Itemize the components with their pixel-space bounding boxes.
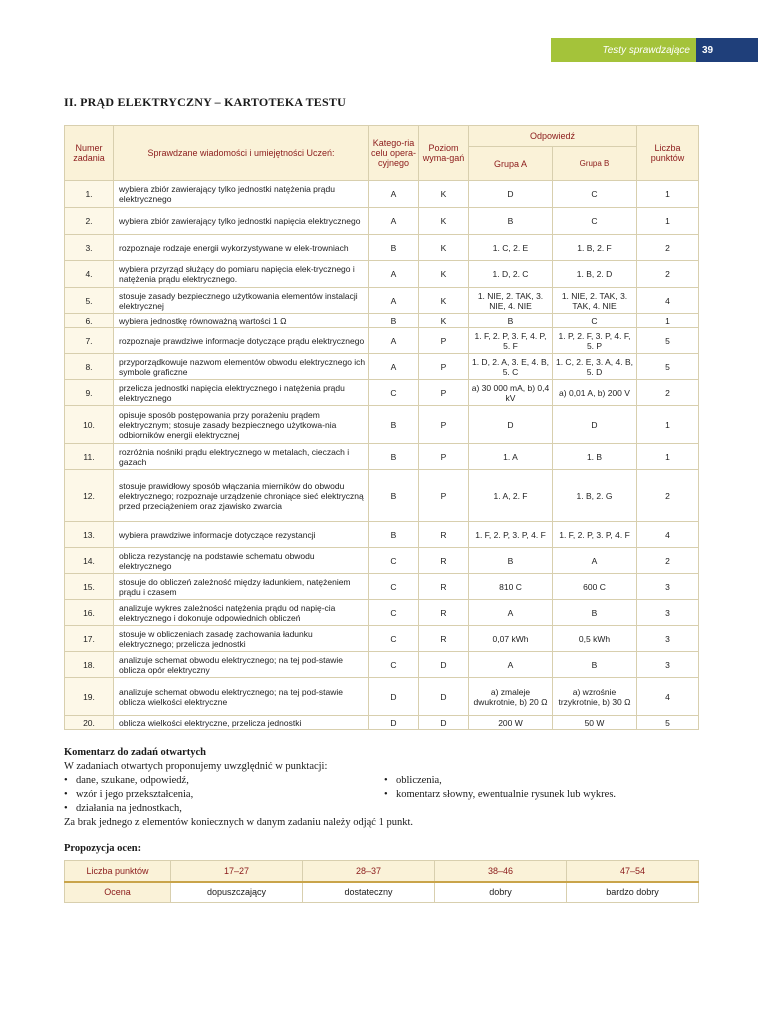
task-category: B <box>369 522 419 548</box>
answer-group-b: 1. C, 2. E, 3. A, 4. B, 5. D <box>553 354 637 380</box>
task-points: 3 <box>637 652 699 678</box>
task-level: P <box>419 444 469 470</box>
grade-mark: dopuszczający <box>171 882 303 903</box>
grades-row-label: Ocena <box>65 882 171 903</box>
task-level: K <box>419 208 469 235</box>
answer-group-b: 1. B, 2. F <box>553 235 637 261</box>
task-number: 18. <box>65 652 114 678</box>
task-points: 2 <box>637 470 699 522</box>
table-row <box>65 652 699 678</box>
task-level: P <box>419 328 469 354</box>
task-points: 1 <box>637 444 699 470</box>
header-description: Sprawdzane wiadomości i umiejętności Uczeń: <box>114 126 369 181</box>
task-number: 15. <box>65 574 114 600</box>
table-row <box>65 678 699 716</box>
task-points: 1 <box>637 181 699 208</box>
answer-group-b: 1. P, 2. F, 3. P, 4. F, 5. P <box>553 328 637 354</box>
task-number: 3. <box>65 235 114 261</box>
task-level: K <box>419 261 469 288</box>
task-description: wybiera zbiór zawierający tylko jednostki natężenia prądu elektrycznego <box>114 181 369 208</box>
task-number: 5. <box>65 288 114 314</box>
task-points: 2 <box>637 380 699 406</box>
task-category: C <box>369 600 419 626</box>
task-number: 14. <box>65 548 114 574</box>
answer-group-b: a) 0,01 A, b) 200 V <box>553 380 637 406</box>
answer-group-a: 0,07 kWh <box>469 626 553 652</box>
task-level: D <box>419 678 469 716</box>
task-level: P <box>419 354 469 380</box>
task-level: K <box>419 314 469 328</box>
task-points: 5 <box>637 328 699 354</box>
comment-intro: W zadaniach otwartych proponujemy uwzględnić w punktacji: <box>64 761 328 772</box>
table-row <box>65 522 699 548</box>
task-category: D <box>369 716 419 730</box>
task-description: rozpoznaje prawdziwe informacje dotyczące prądu elektrycznego <box>114 328 369 354</box>
task-level: P <box>419 406 469 444</box>
answer-group-a: A <box>469 600 553 626</box>
task-number: 4. <box>65 261 114 288</box>
grades-row-label: Liczba punktów <box>65 861 171 882</box>
table-row <box>65 600 699 626</box>
answer-group-a: D <box>469 181 553 208</box>
page-number: 39 <box>696 38 758 62</box>
task-points: 5 <box>637 716 699 730</box>
answer-group-a: 1. C, 2. E <box>469 235 553 261</box>
task-category: A <box>369 328 419 354</box>
task-points: 1 <box>637 208 699 235</box>
test-record-table <box>64 125 699 730</box>
answer-group-b: D <box>553 406 637 444</box>
grades-table <box>64 860 699 903</box>
task-description: stosuje prawidłowy sposób włączania mierników do obwodu elektrycznego; rozpoznaje urządzenie chroniące sieć elektryczną przed przeciążeniem oraz zjawisko zwarcia <box>114 470 369 522</box>
answer-group-a: 810 C <box>469 574 553 600</box>
task-points: 3 <box>637 626 699 652</box>
task-category: B <box>369 235 419 261</box>
task-number: 12. <box>65 470 114 522</box>
comment-title: Komentarz do zadań otwartych <box>64 747 207 758</box>
task-number: 1. <box>65 181 114 208</box>
header-category: Katego-ria celu opera-cyjnego <box>369 126 419 181</box>
table-row <box>65 548 699 574</box>
list-item: • wzór i jego przekształcenia, <box>64 789 194 800</box>
task-level: P <box>419 470 469 522</box>
task-category: A <box>369 288 419 314</box>
task-points: 4 <box>637 678 699 716</box>
answer-group-a: 200 W <box>469 716 553 730</box>
task-points: 2 <box>637 235 699 261</box>
table-row <box>65 208 699 235</box>
page-header <box>551 38 758 62</box>
table-row <box>65 235 699 261</box>
task-category: C <box>369 626 419 652</box>
task-points: 1 <box>637 314 699 328</box>
answer-group-a: a) 30 000 mA, b) 0,4 kV <box>469 380 553 406</box>
answer-group-a: 1. D, 2. C <box>469 261 553 288</box>
answer-group-b: 1. B <box>553 444 637 470</box>
task-category: C <box>369 548 419 574</box>
header-group-a: Grupa A <box>469 147 553 181</box>
task-description: stosuje zasady bezpiecznego użytkowania elementów instalacji elektrycznej <box>114 288 369 314</box>
task-number: 2. <box>65 208 114 235</box>
list-item: • dane, szukane, odpowiedź, <box>64 775 189 786</box>
answer-group-b: 600 C <box>553 574 637 600</box>
table-row <box>65 574 699 600</box>
grade-mark: dostateczny <box>303 882 435 903</box>
task-level: R <box>419 600 469 626</box>
task-points: 3 <box>637 574 699 600</box>
table-row <box>65 380 699 406</box>
task-points: 5 <box>637 354 699 380</box>
table-row <box>65 716 699 730</box>
task-number: 8. <box>65 354 114 380</box>
task-description: przelicza jednostki napięcia elektrycznego i natężenia prądu elektrycznego <box>114 380 369 406</box>
task-level: R <box>419 548 469 574</box>
grade-range: 47–54 <box>567 861 699 882</box>
grade-range: 38–46 <box>435 861 567 882</box>
table-row <box>65 406 699 444</box>
comment-outro: Za brak jednego z elementów koniecznych w danym zadaniu należy odjąć 1 punkt. <box>64 817 413 828</box>
task-description: analizuje schemat obwodu elektrycznego; na tej pod-stawie oblicza wielkości elektryczne <box>114 678 369 716</box>
task-level: R <box>419 626 469 652</box>
answer-group-b: 1. B, 2. G <box>553 470 637 522</box>
task-level: R <box>419 574 469 600</box>
answer-group-a: a) zmaleje dwukrotnie, b) 20 Ω <box>469 678 553 716</box>
task-points: 3 <box>637 600 699 626</box>
task-number: 13. <box>65 522 114 548</box>
task-level: K <box>419 235 469 261</box>
header-points: Liczba punktów <box>637 126 699 181</box>
task-description: stosuje do obliczeń zależność między ładunkiem, natężeniem prądu i czasem <box>114 574 369 600</box>
section-label: Testy sprawdzające <box>551 38 696 62</box>
grade-mark: bardzo dobry <box>567 882 699 903</box>
table-row <box>65 261 699 288</box>
task-category: B <box>369 406 419 444</box>
task-category: D <box>369 678 419 716</box>
task-description: opisuje sposób postępowania przy porażeniu prądem elektrycznym; stosuje zasady bezpiecznego użytkowa-nia odbiorników energii elektrycznej <box>114 406 369 444</box>
list-item: • działania na jednostkach, <box>64 803 182 814</box>
header-answer: Odpowiedź <box>469 126 637 147</box>
task-category: C <box>369 574 419 600</box>
header-level: Poziom wyma-gań <box>419 126 469 181</box>
task-description: stosuje w obliczeniach zasadę zachowania ładunku elektrycznego; przelicza jednostki <box>114 626 369 652</box>
open-tasks-comment <box>64 746 704 830</box>
task-description: analizuje wykres zależności natężenia prądu od napię-cia elektrycznego i dokonuje odpowiednich obliczeń <box>114 600 369 626</box>
task-points: 4 <box>637 288 699 314</box>
task-level: R <box>419 522 469 548</box>
task-category: A <box>369 208 419 235</box>
table-row <box>65 288 699 314</box>
task-category: B <box>369 314 419 328</box>
task-category: B <box>369 470 419 522</box>
header-group-b: Grupa B <box>553 147 637 181</box>
task-description: wybiera prawdziwe informacje dotyczące rezystancji <box>114 522 369 548</box>
answer-group-a: B <box>469 548 553 574</box>
answer-group-b: C <box>553 208 637 235</box>
answer-group-b: B <box>553 600 637 626</box>
task-description: przyporządkowuje nazwom elementów obwodu elektrycznego ich symbole graficzne <box>114 354 369 380</box>
grade-mark: dobry <box>435 882 567 903</box>
answer-group-b: 0,5 kWh <box>553 626 637 652</box>
answer-group-a: 1. A <box>469 444 553 470</box>
table-row <box>65 470 699 522</box>
task-level: P <box>419 380 469 406</box>
task-description: rozróżnia nośniki prądu elektrycznego w metalach, cieczach i gazach <box>114 444 369 470</box>
answer-group-b: 50 W <box>553 716 637 730</box>
table-row <box>65 181 699 208</box>
list-item: • komentarz słowny, ewentualnie rysunek lub wykres. <box>384 789 617 800</box>
grades-title: Propozycja ocen: <box>64 843 142 854</box>
answer-group-b: 1. F, 2. P, 3. P, 4. F <box>553 522 637 548</box>
answer-group-a: B <box>469 314 553 328</box>
table-row <box>65 314 699 328</box>
answer-group-a: 1. F, 2. P, 3. F, 4. P, 5. F <box>469 328 553 354</box>
task-description: wybiera zbiór zawierający tylko jednostki napięcia elektrycznego <box>114 208 369 235</box>
task-category: A <box>369 261 419 288</box>
list-item: • obliczenia, <box>384 775 442 786</box>
answer-group-a: A <box>469 652 553 678</box>
task-number: 10. <box>65 406 114 444</box>
task-number: 7. <box>65 328 114 354</box>
answer-group-a: D <box>469 406 553 444</box>
header-number: Numer zadania <box>65 126 114 181</box>
answer-group-b: 1. NIE, 2. TAK, 3. TAK, 4. NIE <box>553 288 637 314</box>
task-level: K <box>419 288 469 314</box>
task-points: 2 <box>637 548 699 574</box>
answer-group-b: C <box>553 314 637 328</box>
task-points: 2 <box>637 261 699 288</box>
task-description: analizuje schemat obwodu elektrycznego; na tej pod-stawie oblicza opór elektryczny <box>114 652 369 678</box>
task-category: C <box>369 380 419 406</box>
task-level: D <box>419 652 469 678</box>
task-number: 6. <box>65 314 114 328</box>
answer-group-b: 1. B, 2. D <box>553 261 637 288</box>
table-row <box>65 328 699 354</box>
task-description: oblicza rezystancję na podstawie schematu obwodu elektrycznego <box>114 548 369 574</box>
answer-group-b: C <box>553 181 637 208</box>
answer-group-a: 1. A, 2. F <box>469 470 553 522</box>
grade-range: 28–37 <box>303 861 435 882</box>
page-title: II. PRĄD ELEKTRYCZNY – KARTOTEKA TESTU <box>64 95 346 109</box>
task-number: 20. <box>65 716 114 730</box>
task-level: D <box>419 716 469 730</box>
task-number: 16. <box>65 600 114 626</box>
answer-group-a: B <box>469 208 553 235</box>
task-category: A <box>369 181 419 208</box>
task-points: 4 <box>637 522 699 548</box>
answer-group-b: A <box>553 548 637 574</box>
task-number: 9. <box>65 380 114 406</box>
table-row <box>65 444 699 470</box>
task-description: oblicza wielkości elektryczne, przelicza jednostki <box>114 716 369 730</box>
task-category: C <box>369 652 419 678</box>
task-number: 17. <box>65 626 114 652</box>
answer-group-a: 1. NIE, 2. TAK, 3. NIE, 4. NIE <box>469 288 553 314</box>
answer-group-b: B <box>553 652 637 678</box>
task-category: A <box>369 354 419 380</box>
grade-range: 17–27 <box>171 861 303 882</box>
table-row <box>65 626 699 652</box>
task-description: rozpoznaje rodzaje energii wykorzystywane w elek-trowniach <box>114 235 369 261</box>
task-category: B <box>369 444 419 470</box>
answer-group-a: 1. D, 2. A, 3. E, 4. B, 5. C <box>469 354 553 380</box>
task-number: 19. <box>65 678 114 716</box>
task-description: wybiera jednostkę równoważną wartości 1 Ω <box>114 314 369 328</box>
task-level: K <box>419 181 469 208</box>
answer-group-b: a) wzrośnie trzykrotnie, b) 30 Ω <box>553 678 637 716</box>
task-number: 11. <box>65 444 114 470</box>
table-row <box>65 354 699 380</box>
task-description: wybiera przyrząd służący do pomiaru napięcia elek-trycznego i natężenia prądu elektrycznego. <box>114 261 369 288</box>
answer-group-a: 1. F, 2. P, 3. P, 4. F <box>469 522 553 548</box>
task-points: 1 <box>637 406 699 444</box>
